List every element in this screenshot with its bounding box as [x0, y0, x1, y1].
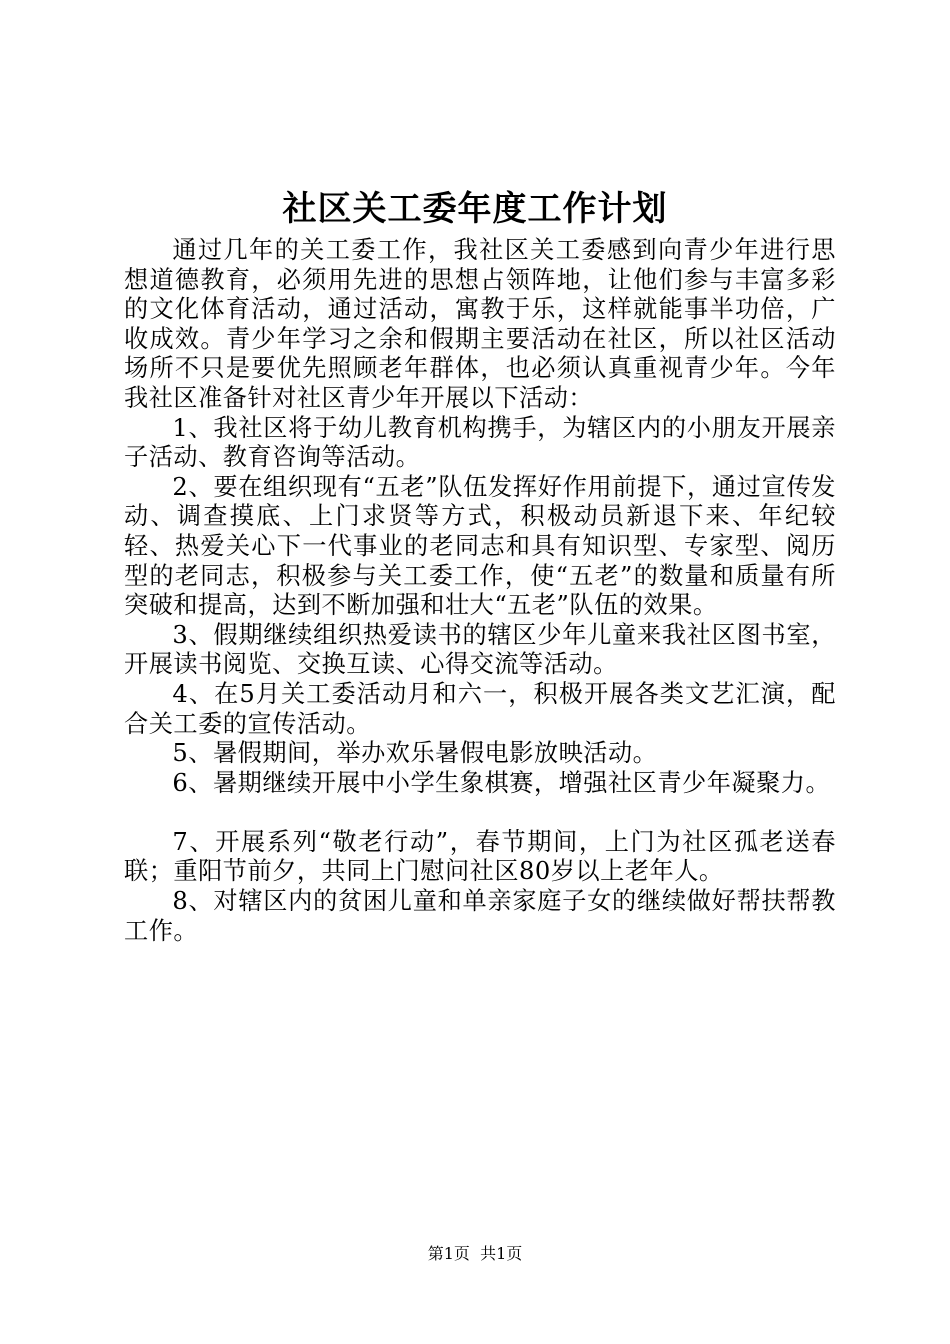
item-paragraph-5: 5、暑假期间，举办欢乐暑假电影放映活动。 — [172, 739, 658, 768]
page-footer — [0, 1242, 950, 1266]
intro-paragraph: 通过几年的关工委工作，我社区关工委感到向青少年进行思想道德教育，必须用先进的思想占领阵地，让他们参与丰富多彩的文化体育活动，通过活动，寓教于乐，这样就能事半功倍，广收成效。青少年学习之余和假期主要活动在社区，所以社区活动场所不只是要优先照顾老年群体，也必须认真重视青少年。今年我社区准备针对社区青少年开展以下活动： — [124, 236, 836, 412]
item-paragraph-7: 7、开展系列“敬老行动”，春节期间，上门为社区孤老送春联；重阳节前夕，共同上门慰问社区80岁以上老年人。 — [124, 827, 836, 886]
item-paragraph-8: 8、对辖区内的贫困儿童和单亲家庭子女的继续做好帮扶帮教工作。 — [124, 887, 836, 945]
page-number-label: 第1页 共1页 — [427, 1244, 523, 1263]
item-paragraph-1: 1、我社区将于幼儿教育机构携手，为辖区内的小朋友开展亲子活动、教育咨询等活动。 — [124, 413, 836, 472]
item-paragraph-6: 6、暑期继续开展中小学生象棋赛，增强社区青少年凝聚力。 — [172, 768, 831, 797]
document-body — [124, 236, 836, 946]
item-paragraph-3: 3、假期继续组织热爱读书的辖区少年儿童来我社区图书室，开展读书阅览、交换互读、心得交流等活动。 — [124, 620, 836, 679]
document-title: 社区关工委年度工作计划 — [282, 189, 668, 229]
item-paragraph-4: 4、在5月关工委活动月和六一，积极开展各类文艺汇演，配合关工委的宣传活动。 — [124, 679, 836, 738]
item-paragraph-2: 2、要在组织现有“五老”队伍发挥好作用前提下，通过宣传发动、调查摸底、上门求贤等方式，积极动员新退下来、年纪较轻、热爱关心下一代事业的老同志和具有知识型、专家型、阅历型的老同志，积极参与关工委工作，使“五老”的数量和质量有所突破和提高，达到不断加强和壮大“五老”队伍的效果。 — [124, 472, 836, 620]
